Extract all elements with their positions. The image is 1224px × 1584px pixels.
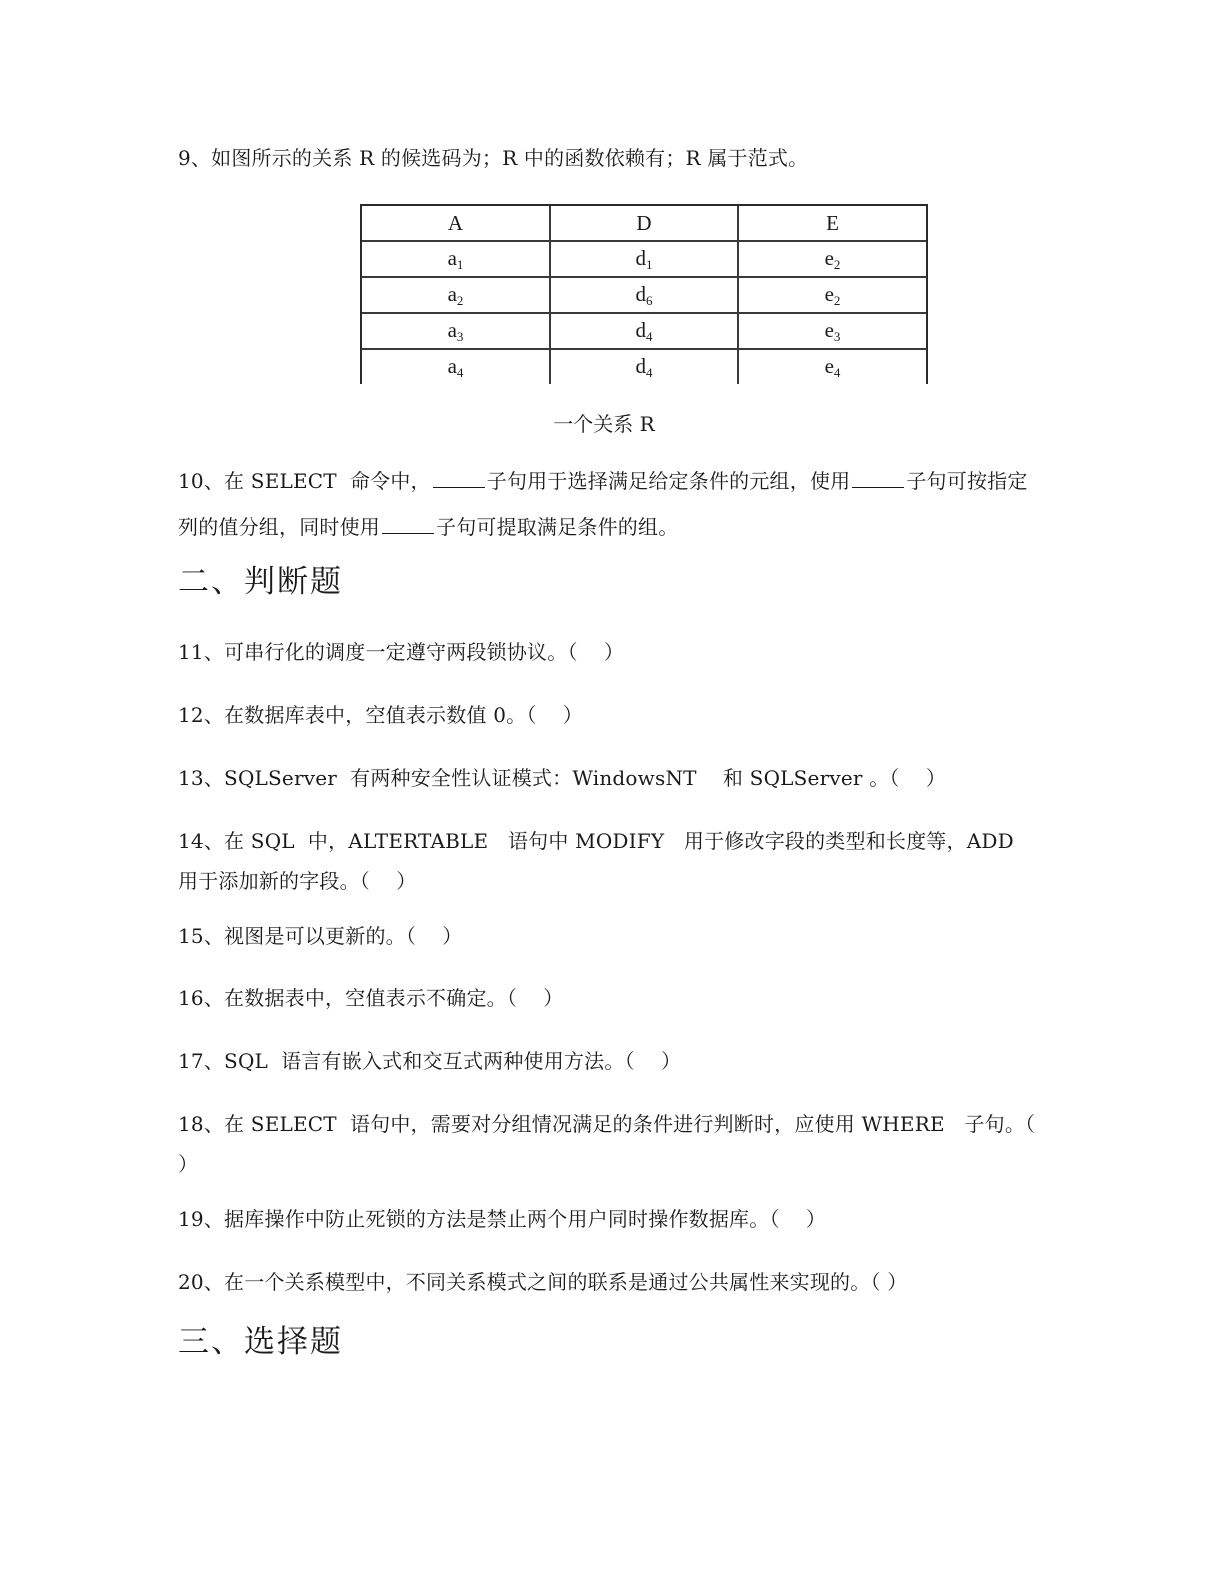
question-15: 15、视图是可以更新的。（ ） <box>178 924 463 948</box>
table-cell: $d_4$ <box>550 349 738 384</box>
table-row <box>362 277 926 313</box>
table-cell: $a_2$ <box>362 277 550 313</box>
question-13: 13、SQLServer 有两种安全性认证模式：WindowsNT 和 SQLServer 。（ ） <box>178 766 947 790</box>
question-10 <box>178 458 1038 550</box>
table-cell: $e_3$ <box>738 313 926 349</box>
question-10-text-1: 10、在 SELECT 命令中， <box>178 469 431 493</box>
table-cell: $d_1$ <box>550 241 738 277</box>
relation-r-table <box>360 204 928 384</box>
table-row <box>362 349 926 384</box>
table-row <box>362 313 926 349</box>
question-20: 20、在一个关系模型中，不同关系模式之间的联系是通过公共属性来实现的。（ ） <box>178 1270 908 1294</box>
question-19: 19、据库操作中防止死锁的方法是禁止两个用户同时操作数据库。（ ） <box>178 1207 827 1231</box>
question-10-text-2: 子句用于选择满足给定条件的元组，使用 <box>486 469 851 493</box>
question-10-text-3: 子句可按指定列的值分组，同时使用 <box>178 469 1028 539</box>
column-header-d: D <box>550 206 738 241</box>
question-10-text-4: 子句可提取满足条件的组。 <box>436 515 679 539</box>
table-cell: $e_2$ <box>738 277 926 313</box>
table-cell: $a_3$ <box>362 313 550 349</box>
table-cell: $d_6$ <box>550 277 738 313</box>
table-cell: $a_4$ <box>362 349 550 384</box>
question-9: 9、如图所示的关系 R 的候选码为；R 中的函数依赖有；R 属于范式。 <box>178 146 809 170</box>
question-14: 14、在 SQL 中，ALTERTABLE 语句中 MODIFY 用于修改字段的类型和长度等，ADD 用于添加新的字段。（ ） <box>178 829 1027 893</box>
column-header-e: E <box>738 206 926 241</box>
question-16: 16、在数据表中，空值表示不确定。（ ） <box>178 986 564 1010</box>
fill-blank <box>852 467 904 488</box>
table-cell: $d_4$ <box>550 313 738 349</box>
question-18: 18、在 SELECT 语句中，需要对分组情况满足的条件进行判断时，应使用 WHERE 子句。（ ） <box>178 1112 1062 1176</box>
relation-table <box>362 206 926 384</box>
section-heading-choice: 三、选择题 <box>178 1324 343 1360</box>
question-17: 17、SQL 语言有嵌入式和交互式两种使用方法。（ ） <box>178 1049 682 1073</box>
column-header-a: A <box>362 206 550 241</box>
table-caption: 一个关系 R <box>553 412 655 436</box>
table-cell: $e_4$ <box>824 353 841 380</box>
table-cell: $a_1$ <box>362 241 550 277</box>
table-cell: $e_2$ <box>738 241 926 277</box>
question-11: 11、可串行化的调度一定遵守两段锁协议。（ ） <box>178 640 625 664</box>
section-heading-judgment: 二、判断题 <box>178 564 343 600</box>
question-12: 12、在数据库表中，空值表示数值 0。（ ） <box>178 703 583 727</box>
fill-blank <box>382 513 434 534</box>
table-row <box>362 241 926 277</box>
fill-blank <box>433 467 485 488</box>
table-header-row <box>362 206 926 241</box>
